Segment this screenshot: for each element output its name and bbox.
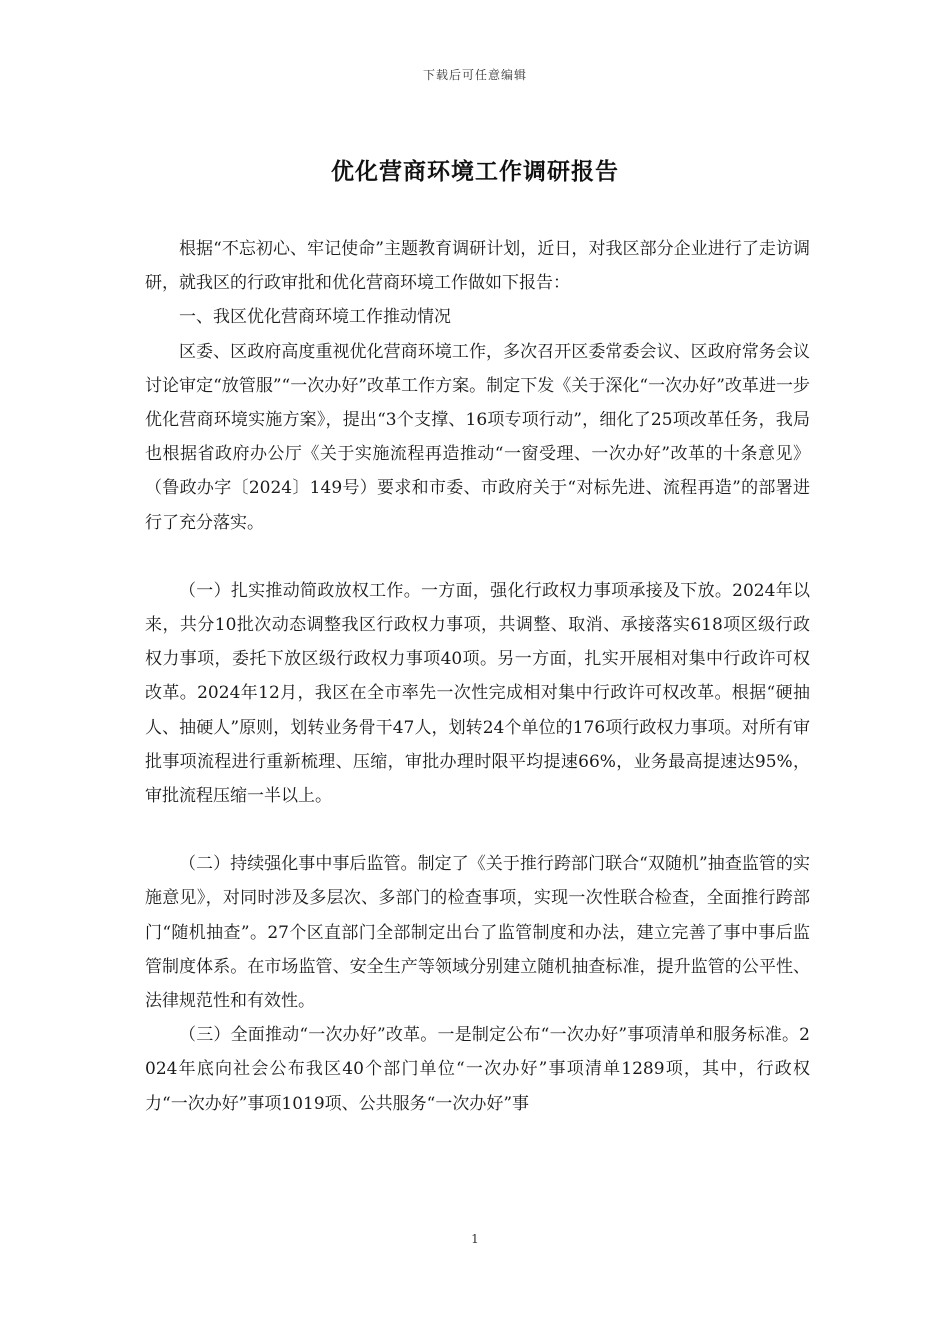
paragraph-item-2: （二）持续强化事中事后监管。制定了《关于推行跨部门联合“双随机”抽查监管的实施意见》，对同时涉及多层次、多部门的检查事项，实现一次性联合检查，全面推行跨部门“随机抽查”。27个区直部门全部制定出台了监管制度和办法，建立完善了事中事后监管制度体系。在市场监管、安全生产等领域分别建立随机抽查标准，提升监管的公平性、法律规范性和有效性。 [145,854,810,1012]
page-number: 1 [471,1232,479,1246]
paragraph-item-3: （三）全面推动“一次办好”改革。一是制定公布“一次办好”事项清单和服务标准。2024年底向社会公布我区40个部门单位“一次办好”事项清单1289项，其中，行政权力“一次办好”事项1019项、公共服务“一次办好”事 [145,1025,810,1114]
document-title: 优化营商环境工作调研报告 [331,158,619,185]
section-heading-1: 一、我区优化营商环境工作推动情况 [179,307,451,328]
paragraph-overview: 区委、区政府高度重视优化营商环境工作，多次召开区委常委会议、区政府常务会议讨论审定“放管服”“一次办好”改革工作方案。制定下发《关于深化“一次办好”改革进一步优化营商环境实施方案》，提出“3个支撑、16项专项行动”，细化了25项改革任务，我局也根据省政府办公厅《关于实施流程再造推动“一窗受理、一次办好”改革的十条意见》（鲁政办字〔2024〕149号）要求和市委、市政府关于“对标先进、流程再造”的部署进行了充分落实。 [145,341,810,533]
paragraph-intro: 根据“不忘初心、牢记使命”主题教育调研计划，近日，对我区部分企业进行了走访调研，就我区的行政审批和优化营商环境工作做如下报告： [145,239,810,294]
document-body [145,232,810,1121]
header-note: 下载后可任意编辑 [422,68,527,82]
paragraph-item-1: （一）扎实推动简政放权工作。一方面，强化行政权力事项承接及下放。2024年以来，共分10批次动态调整我区行政权力事项，共调整、取消、承接落实618项区级行政权力事项，委托下放区级行政权力事项40项。另一方面，扎实开展相对集中行政许可权改革。2024年12月，我区在全市率先一次性完成相对集中行政许可权改革。根据“硬抽人、抽硬人”原则，划转业务骨干47人，划转24个单位的176项行政权力事项。对所有审批事项流程进行重新梳理、压缩，审批办理时限平均提速66%，业务最高提速达95%，审批流程压缩一半以上。 [145,580,810,807]
